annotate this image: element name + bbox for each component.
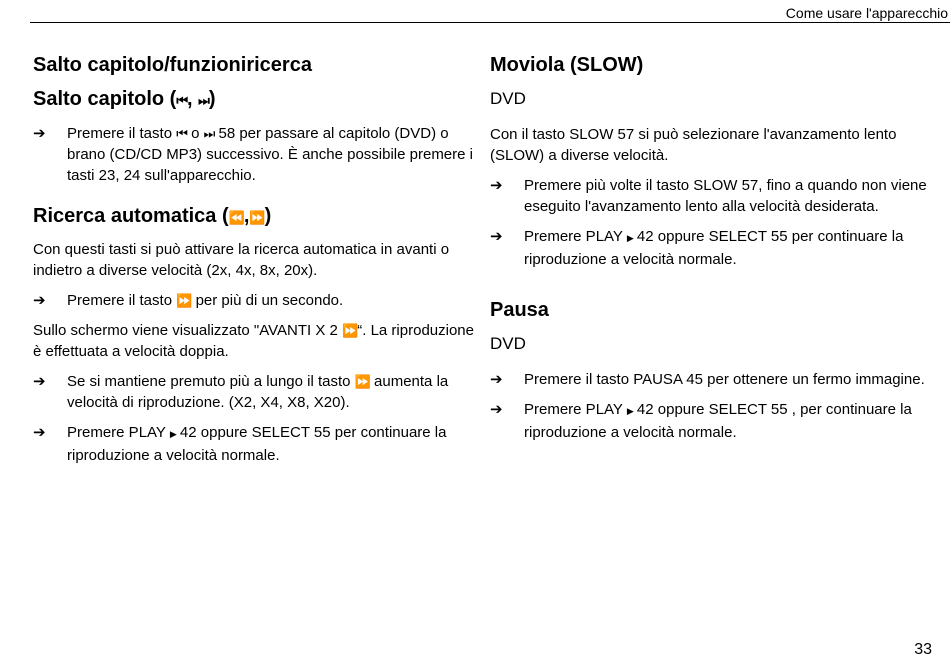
arrow-bullet-icon: ➔	[33, 125, 46, 142]
play-icon: ▶	[626, 406, 633, 416]
bullet-pause-play-resume: ➔ Premere PLAY ▶ 42 oppure SELECT 55 , per continuare la riproduzione a velocità normale.	[490, 401, 912, 441]
slow-format-label: DVD	[490, 89, 526, 108]
arrow-bullet-icon: ➔	[33, 292, 46, 309]
bullet-slow-play-resume: ➔ Premere PLAY ▶ 42 oppure SELECT 55 per continuare la riproduzione a velocità normale.	[490, 228, 904, 268]
fast-forward-icon: ⏩	[249, 210, 265, 225]
bullet-pause: ➔ Premere il tasto PAUSA 45 per ottenere un fermo immagine.	[490, 371, 925, 388]
pause-format-label: DVD	[490, 334, 526, 353]
left-column	[33, 52, 478, 466]
arrow-bullet-icon: ➔	[490, 371, 503, 388]
slow-heading: Moviola (SLOW)	[490, 54, 644, 76]
bullet-speed-increase: ➔ Se si mantiene premuto più a lungo il tasto ⏩ aumenta la velocità di riproduzione. (X2, X4, X8, X20).	[33, 373, 449, 411]
right-column	[490, 52, 930, 443]
header-rule	[30, 22, 950, 23]
page-number: 33	[914, 641, 932, 658]
pause-heading: Pausa	[490, 299, 549, 321]
fast-forward-icon: ⏩	[342, 323, 358, 338]
arrow-bullet-icon: ➔	[490, 401, 503, 418]
auto-search-heading: Ricerca automatica (⏪,⏩)	[33, 203, 478, 231]
fast-forward-icon: ⏩	[354, 374, 370, 389]
arrow-bullet-icon: ➔	[33, 424, 46, 441]
screen-display-note: Sullo schermo viene visualizzato "AVANTI X 2 ⏩“. La riproduzione è effettuata a velocità doppia.	[33, 322, 474, 360]
skip-forward-icon: ⏭	[198, 93, 209, 108]
section-title: Salto capitolo/funzioniricerca	[33, 54, 312, 76]
arrow-bullet-icon: ➔	[490, 228, 503, 245]
arrow-bullet-icon: ➔	[33, 373, 46, 390]
bullet-fast-forward: ➔ Premere il tasto ⏩ per più di un secondo.	[33, 292, 344, 309]
page-header-title: Come usare l'apparecchio	[785, 5, 948, 21]
rewind-icon: ⏪	[228, 210, 244, 225]
play-icon: ▶	[169, 429, 176, 439]
slow-intro: Con il tasto SLOW 57 si può selezionare l'avanzamento lento (SLOW) a diverse velocità.	[490, 126, 897, 164]
fast-forward-icon: ⏩	[176, 293, 192, 308]
bullet-chapter-skip: ➔ Premere il tasto ⏮ o ⏭ 58 per passare al capitolo (DVD) o brano (CD/CD MP3) successivo. È anche possibile premere i tasti 23, 24 sull'apparecchio.	[33, 125, 473, 184]
skip-back-icon: ⏮	[176, 93, 188, 108]
bullet-play-resume: ➔ Premere PLAY ▶ 42 oppure SELECT 55 per continuare la riproduzione a velocità normale.	[33, 424, 447, 464]
skip-forward-icon: ⏭	[203, 126, 215, 141]
bullet-slow-repeat: ➔ Premere più volte il tasto SLOW 57, fino a quando non viene eseguito l'avanzamento lento alla velocità desiderata.	[490, 177, 927, 215]
arrow-bullet-icon: ➔	[490, 177, 503, 194]
skip-back-icon: ⏮	[176, 126, 187, 141]
chapter-skip-heading: Salto capitolo (⏮, ⏭)	[33, 86, 478, 114]
auto-search-intro: Con questi tasti si può attivare la ricerca automatica in avanti o indietro a diverse velocità (2x, 4x, 8x, 20x).	[33, 241, 450, 279]
play-icon: ▶	[626, 233, 633, 243]
